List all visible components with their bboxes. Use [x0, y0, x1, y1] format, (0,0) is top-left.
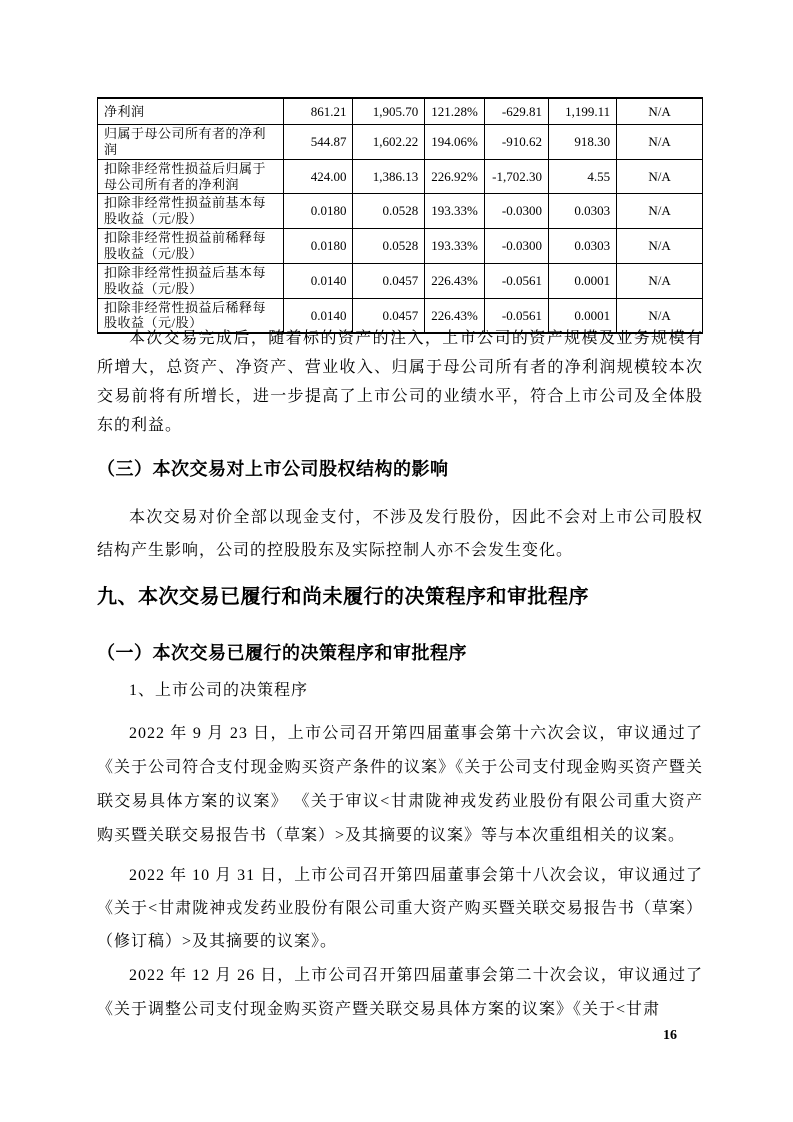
row-applicability-cell: N/A: [617, 159, 703, 194]
row-label: 归属于母公司所有者的净利润: [98, 125, 284, 160]
row-label: 扣除非经常性损益前基本每股收益（元/股）: [98, 194, 284, 229]
row-label: 扣除非经常性损益后稀释每股收益（元/股）: [98, 298, 284, 333]
row-value-cell: -0.0300: [484, 194, 548, 229]
row-value-cell: 226.43%: [425, 298, 485, 333]
row-value-cell: -0.0561: [484, 298, 548, 333]
paragraph-board-meeting-dec: 2022 年 12 月 26 日，上市公司召开第四届董事会第二十次会议，审议通过了《关于调整公司支付现金购买资产暨关联交易具体方案的议案》《关于<甘肃: [97, 967, 703, 1018]
row-value-cell: 1,199.11: [548, 98, 616, 125]
row-applicability-cell: N/A: [617, 194, 703, 229]
row-label: 扣除非经常性损益后基本每股收益（元/股）: [98, 263, 284, 298]
financial-table-body: [98, 98, 703, 333]
row-value-cell: -0.0300: [484, 229, 548, 264]
row-value-cell: 121.28%: [425, 98, 485, 125]
page-content: [97, 97, 703, 1042]
row-value-cell: 1,386.13: [353, 159, 425, 194]
page-number: 16: [663, 1028, 677, 1043]
row-value-cell: -1,702.30: [484, 159, 548, 194]
row-value-cell: 193.33%: [425, 194, 485, 229]
row-value-cell: -0.0561: [484, 263, 548, 298]
row-value-cell: 0.0140: [283, 298, 353, 333]
row-value-cell: 918.30: [548, 125, 616, 160]
table-row: [98, 125, 703, 160]
row-value-cell: -629.81: [484, 98, 548, 125]
row-value-cell: 0.0001: [548, 298, 616, 333]
row-value-cell: 194.06%: [425, 125, 485, 160]
row-label: 扣除非经常性损益后归属于母公司所有者的净利润: [98, 159, 284, 194]
row-value-cell: 0.0457: [353, 263, 425, 298]
paragraph-cash-payment: 本次交易对价全部以现金支付，不涉及发行股份，因此不会对上市公司股权结构产生影响，公司的控股股东及实际控制人亦不会发生变化。: [97, 509, 703, 559]
row-value-cell: 226.92%: [425, 159, 485, 194]
row-applicability-cell: N/A: [617, 229, 703, 264]
row-value-cell: 1,905.70: [353, 98, 425, 125]
row-value-cell: 193.33%: [425, 229, 485, 264]
table-row: [98, 98, 703, 125]
paragraph-board-meeting-oct: 2022 年 10 月 31 日，上市公司召开第四届董事会第十八次会议，审议通过了《关于<甘肃陇神戎发药业股份有限公司重大资产购买暨关联交易报告书（草案）（修订稿）>及其摘要的议案》。: [97, 867, 703, 950]
subitem-listed-company-procedures: 1、上市公司的决策程序: [129, 682, 309, 699]
table-row: [98, 194, 703, 229]
row-value-cell: 226.43%: [425, 263, 485, 298]
row-value-cell: 1,602.22: [353, 125, 425, 160]
table-row: [98, 229, 703, 264]
paragraph-transaction-effect: 本次交易完成后，随着标的资产的注入，上市公司的资产规模及业务规模有所增大，总资产、净资产、营业收入、归属于母公司所有者的净利润规模较本次交易前将有所增长，进一步提高了上市公司的业绩水平，符合上市公司及全体股东的利益。: [97, 330, 703, 434]
table-row: [98, 263, 703, 298]
row-label: 扣除非经常性损益前稀释每股收益（元/股）: [98, 229, 284, 264]
paragraph-board-meeting-sep: 2022 年 9 月 23 日，上市公司召开第四届董事会第十六次会议，审议通过了《关于公司符合支付现金购买资产条件的议案》《关于公司支付现金购买资产暨关联交易具体方案的议案》 《关于审议<甘肃陇神戎发药业股份有限公司重大资产购买暨关联交易报告书（草案）>及其摘要的议案》等与本次重组相关的议案。: [97, 725, 703, 844]
row-value-cell: 0.0303: [548, 194, 616, 229]
row-value-cell: 0.0528: [353, 229, 425, 264]
row-value-cell: 0.0528: [353, 194, 425, 229]
row-value-cell: -910.62: [484, 125, 548, 160]
row-value-cell: 0.0140: [283, 263, 353, 298]
row-value-cell: 0.0180: [283, 194, 353, 229]
row-value-cell: 0.0001: [548, 263, 616, 298]
financial-comparison-table: [97, 97, 703, 334]
row-value-cell: 544.87: [283, 125, 353, 160]
row-value-cell: 0.0303: [548, 229, 616, 264]
row-applicability-cell: N/A: [617, 263, 703, 298]
row-applicability-cell: N/A: [617, 298, 703, 333]
row-value-cell: 4.55: [548, 159, 616, 194]
row-applicability-cell: N/A: [617, 125, 703, 160]
heading-completed-procedures: （一）本次交易已履行的决策程序和审批程序: [97, 643, 467, 663]
row-label: 净利润: [98, 98, 284, 125]
row-value-cell: 0.0457: [353, 298, 425, 333]
heading-equity-structure-impact: （三）本次交易对上市公司股权结构的影响: [97, 459, 449, 479]
row-applicability-cell: N/A: [617, 98, 703, 125]
heading-section-nine: 九、本次交易已履行和尚未履行的决策程序和审批程序: [97, 586, 589, 608]
row-value-cell: 0.0180: [283, 229, 353, 264]
table-row: [98, 159, 703, 194]
row-value-cell: 424.00: [283, 159, 353, 194]
row-value-cell: 861.21: [283, 98, 353, 125]
